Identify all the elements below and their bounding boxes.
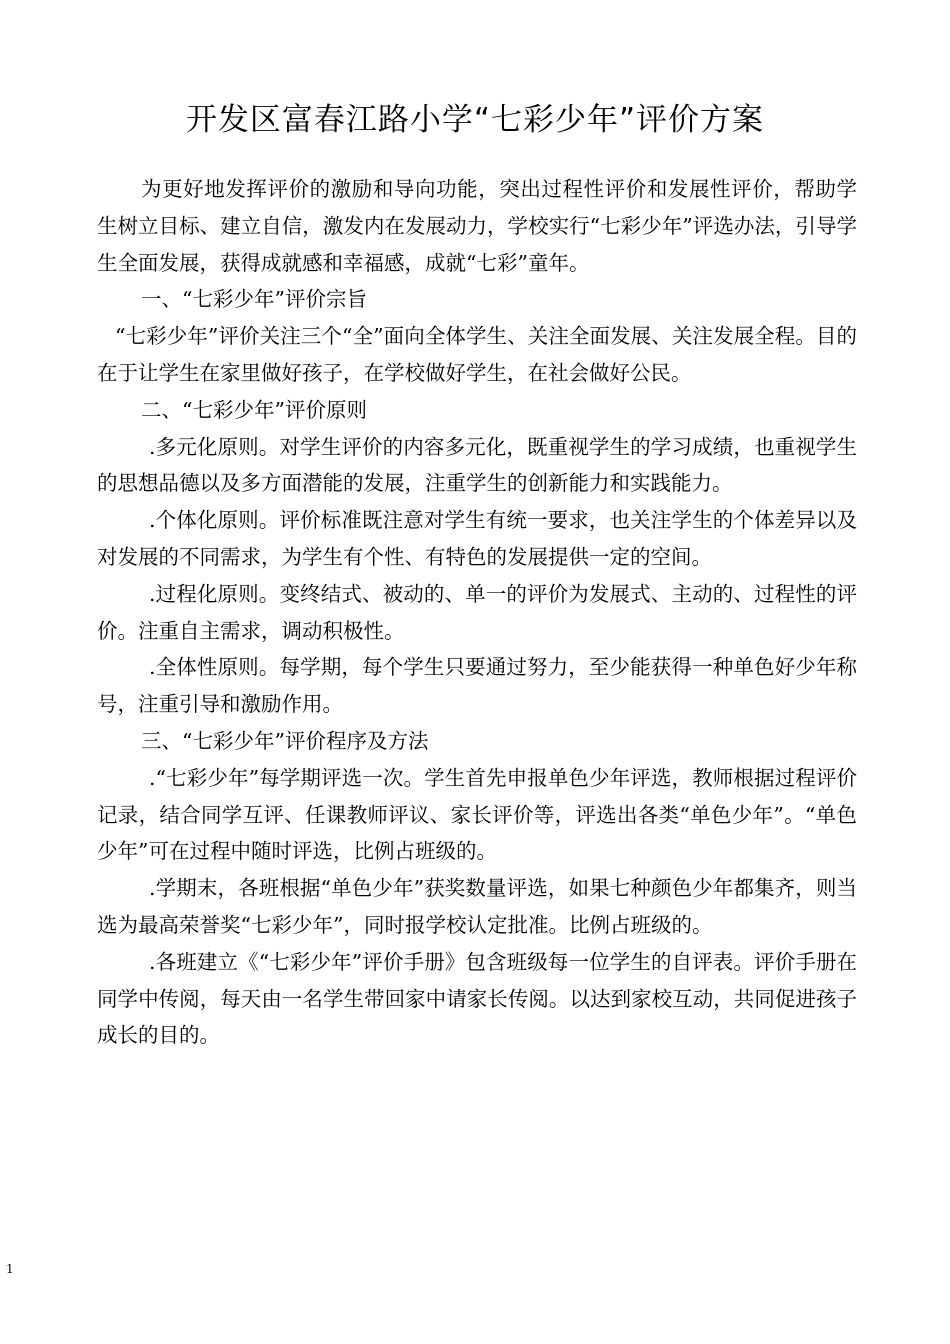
document-title: 开发区富春江路小学“七彩少年”评价方案 — [185, 102, 765, 138]
intro-paragraph: 为更好地发挥评价的激励和导向功能，突出过程性评价和发展性评价，帮助学生树立目标、建立自信，激发内在发展动力，学校实行“七彩少年”评选办法，引导学生全面发展，获得成就感和幸福感，成就“七彩”童年。 — [97, 177, 857, 275]
page-number: 1 — [6, 1262, 14, 1276]
principle-paragraph-1: .多元化原则。对学生评价的内容多元化，既重视学生的学习成绩，也重视学生的思想品德以及多方面潜能的发展，注重学生的创新能力和实践能力。 — [97, 434, 857, 496]
section-heading-1: 一、“七彩少年”评价宗旨 — [141, 287, 367, 312]
principle-paragraph-2: .个体化原则。评价标准既注意对学生有统一要求，也关注学生的个体差异以及对发展的不同需求，为学生有个性、有特色的发展提供一定的空间。 — [97, 508, 857, 569]
section-heading-3: 三、“七彩少年”评价程序及方法 — [141, 728, 429, 753]
method-paragraph-2: .学期末，各班根据“单色少年”获奖数量评选，如果七种颜色少年都集齐，则当选为最高荣誉奖“七彩少年”，同时报学校认定批准。比例占班级的。 — [97, 876, 857, 937]
section-1-paragraph: “七彩少年”评价关注三个“全”面向全体学生、关注全面发展、关注发展全程。目的在于让学生在家里做好孩子，在学校做好学生，在社会做好公民。 — [97, 324, 857, 385]
method-paragraph-1: .“七彩少年”每学期评选一次。学生首先申报单色少年评选，教师根据过程评价记录，结合同学互评、任课教师评议、家长评价等，评选出各类“单色少年”。“单色少年”可在过程中随时评选，比例占班级的。 — [97, 765, 857, 864]
document-body — [97, 171, 857, 1054]
principle-paragraph-3: .过程化原则。变终结式、被动的、单一的评价为发展式、主动的、过程性的评价。注重自主需求，调动积极性。 — [97, 581, 857, 643]
section-heading-2: 二、“七彩少年”评价原则 — [141, 397, 367, 422]
principle-paragraph-4: .全体性原则。每学期，每个学生只要通过努力，至少能获得一种单色好少年称号，注重引导和激励作用。 — [97, 655, 857, 717]
method-paragraph-3: .各班建立《“七彩少年”评价手册》包含班级每一位学生的自评表。评价手册在同学中传阅，每天由一名学生带回家中请家长传阅。以达到家校互动，共同促进孩子成长的目的。 — [97, 949, 857, 1048]
